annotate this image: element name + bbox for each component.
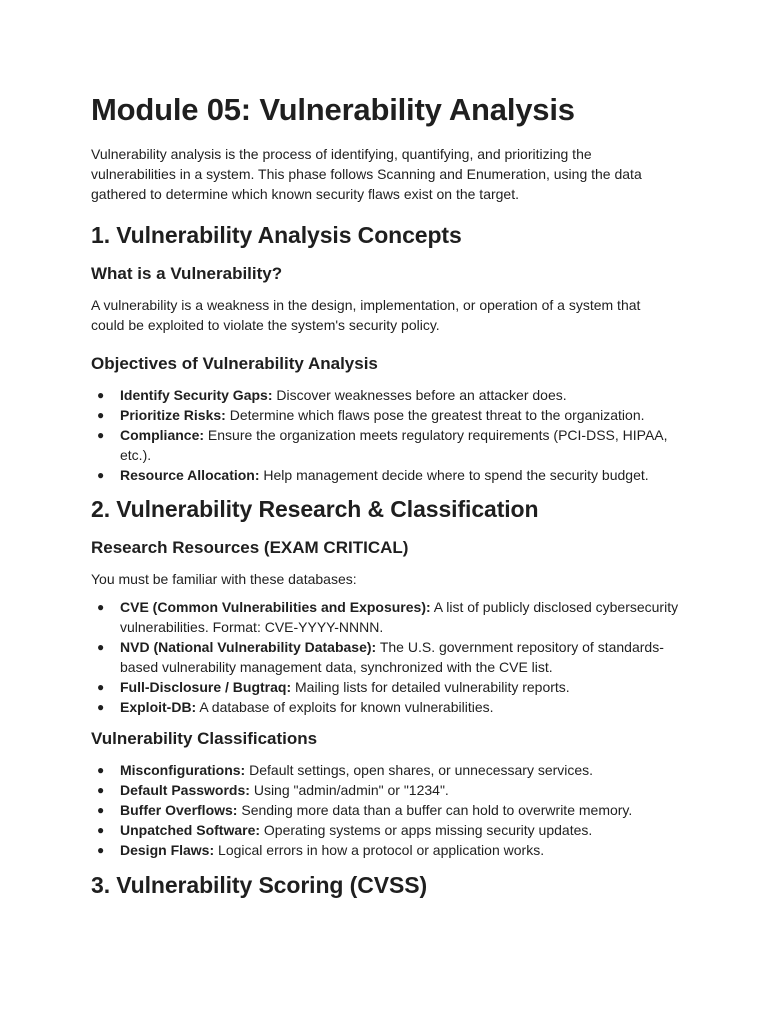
list-item: ● Full-Disclosure / Bugtraq: Mailing lists for detailed vulnerability reports. (97, 679, 570, 695)
bullet-icon: ● (97, 783, 105, 797)
section-1-heading: 1. Vulnerability Analysis Concepts (91, 222, 462, 248)
bullet-icon: ● (97, 680, 105, 694)
bullet-icon: ● (97, 388, 105, 402)
research-resources-list (91, 597, 681, 717)
list-item: ● Compliance: Ensure the organization meets regulatory requirements (PCI-DSS, HIPAA, etc.). (97, 427, 668, 463)
list-item: ● Buffer Overflows: Sending more data than a buffer can hold to overwrite memory. (97, 802, 633, 818)
bullet-icon: ● (97, 428, 105, 442)
objectives-list (91, 385, 681, 485)
research-resources-intro: You must be familiar with these databases: (91, 571, 357, 587)
bullet-icon: ● (97, 600, 105, 614)
page-title: Module 05: Vulnerability Analysis (91, 92, 575, 127)
list-item: ● Resource Allocation: Help management decide where to spend the security budget. (97, 467, 649, 483)
section-3-heading: 3. Vulnerability Scoring (CVSS) (91, 872, 428, 898)
list-item: ● Default Passwords: Using "admin/admin" or "1234". (97, 782, 449, 798)
bullet-icon: ● (97, 803, 105, 817)
classifications-list (91, 760, 681, 860)
bullet-icon: ● (97, 763, 105, 777)
research-resources-heading: Research Resources (EXAM CRITICAL) (91, 538, 409, 557)
what-is-vulnerability-heading: What is a Vulnerability? (91, 264, 283, 283)
list-item: ● Exploit-DB: A database of exploits for known vulnerabilities. (97, 699, 494, 715)
vulnerability-definition: A vulnerability is a weakness in the design, implementation, or operation of a system that could be exploited to violate the system's security policy. (91, 297, 641, 333)
bullet-icon: ● (97, 468, 105, 482)
list-item: ● Prioritize Risks: Determine which flaws pose the greatest threat to the organization. (97, 407, 645, 423)
list-item: ● Unpatched Software: Operating systems or apps missing security updates. (97, 822, 593, 838)
classifications-heading: Vulnerability Classifications (91, 729, 318, 748)
bullet-icon: ● (97, 823, 105, 837)
intro-paragraph: Vulnerability analysis is the process of identifying, quantifying, and prioritizing the vulnerabilities in a system. This phase follows Scanning and Enumeration, using the data gathered to determine which known security flaws exist on the target. (91, 146, 642, 202)
list-item: ● Misconfigurations: Default settings, open shares, or unnecessary services. (97, 762, 594, 778)
list-item: ● NVD (National Vulnerability Database): The U.S. government repository of standards-based vulnerability management data, synchronized with the CVE list. (97, 639, 664, 675)
bullet-icon: ● (97, 700, 105, 714)
list-item: ● Identify Security Gaps: Discover weaknesses before an attacker does. (97, 387, 567, 403)
section-2-heading: 2. Vulnerability Research & Classification (91, 496, 539, 522)
bullet-icon: ● (97, 408, 105, 422)
bullet-icon: ● (97, 843, 105, 857)
list-item: ● Design Flaws: Logical errors in how a protocol or application works. (97, 842, 545, 858)
objectives-heading: Objectives of Vulnerability Analysis (91, 354, 378, 373)
list-item: ● CVE (Common Vulnerabilities and Exposures): A list of publicly disclosed cybersecurity vulnerabilities. Format: CVE-YYYY-NNNN. (97, 599, 679, 635)
bullet-icon: ● (97, 640, 105, 654)
